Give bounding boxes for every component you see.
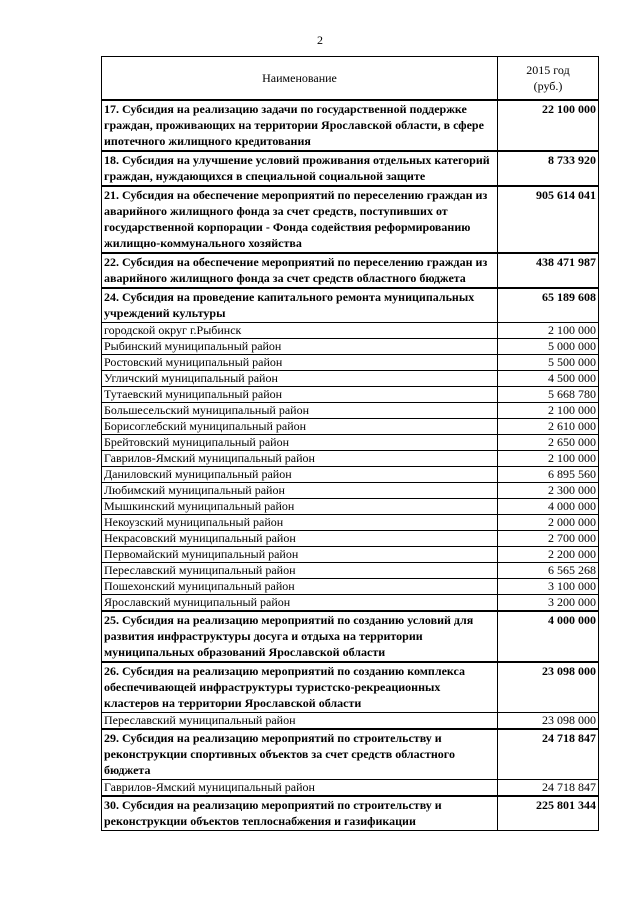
header-name: Наименование — [102, 57, 498, 101]
row-value: 2 200 000 — [498, 547, 599, 563]
row-value: 65 189 608 — [498, 288, 599, 323]
row-value: 2 300 000 — [498, 483, 599, 499]
row-name: Некоузский муниципальный район — [102, 515, 498, 531]
row-name: 30. Субсидия на реализацию мероприятий по строительству и реконструкции объектов теплоснабжения и газификации — [102, 796, 498, 831]
row-value: 905 614 041 — [498, 186, 599, 253]
page-number: 2 — [317, 33, 323, 47]
district-row — [102, 387, 599, 403]
row-name: городской округ г.Рыбинск — [102, 323, 498, 339]
row-value: 3 100 000 — [498, 579, 599, 595]
row-name: 25. Субсидия на реализацию мероприятий по созданию условий для развития инфраструктуры досуга и отдыха на территории муниципальных образований Ярославской области — [102, 611, 498, 662]
row-name: Гаврилов-Ямский муниципальный район — [102, 780, 498, 797]
row-value: 2 610 000 — [498, 419, 599, 435]
row-value: 6 565 268 — [498, 563, 599, 579]
district-row — [102, 323, 599, 339]
row-name: Первомайский муниципальный район — [102, 547, 498, 563]
row-name: Пошехонский муниципальный район — [102, 579, 498, 595]
row-value: 24 718 847 — [498, 780, 599, 797]
row-value: 6 895 560 — [498, 467, 599, 483]
header-unit-label: (руб.) — [533, 79, 563, 93]
row-value: 3 200 000 — [498, 595, 599, 612]
subsidy-table — [101, 56, 599, 831]
row-name: Некрасовский муниципальный район — [102, 531, 498, 547]
row-name: Гаврилов-Ямский муниципальный район — [102, 451, 498, 467]
district-row — [102, 451, 599, 467]
row-value: 2 100 000 — [498, 451, 599, 467]
row-name: 26. Субсидия на реализацию мероприятий по созданию комплекса обеспечивающей инфраструктуры туристско-рекреационных кластеров на территории Ярославской области — [102, 662, 498, 713]
row-name: Брейтовский муниципальный район — [102, 435, 498, 451]
subsidy-row — [102, 186, 599, 253]
row-name: Большесельский муниципальный район — [102, 403, 498, 419]
row-value: 2 100 000 — [498, 403, 599, 419]
district-row — [102, 595, 599, 612]
district-row — [102, 531, 599, 547]
row-name: Переславский муниципальный район — [102, 713, 498, 730]
row-value: 5 500 000 — [498, 355, 599, 371]
row-value: 4 000 000 — [498, 499, 599, 515]
row-name: Любимский муниципальный район — [102, 483, 498, 499]
row-name: 22. Субсидия на обеспечение мероприятий по переселению граждан из аварийного жилищного фонда за счет средств областного бюджета — [102, 253, 498, 288]
district-row — [102, 435, 599, 451]
district-row — [102, 483, 599, 499]
table-header — [102, 57, 599, 101]
row-value: 22 100 000 — [498, 100, 599, 151]
row-value: 2 100 000 — [498, 323, 599, 339]
subsidy-row — [102, 151, 599, 186]
header-year — [498, 57, 599, 101]
row-value: 438 471 987 — [498, 253, 599, 288]
subsidy-row — [102, 253, 599, 288]
district-row — [102, 547, 599, 563]
row-name: Рыбинский муниципальный район — [102, 339, 498, 355]
row-name: Переславский муниципальный район — [102, 563, 498, 579]
row-value: 5 000 000 — [498, 339, 599, 355]
district-row — [102, 515, 599, 531]
header-year-label: 2015 год — [526, 63, 570, 77]
district-row — [102, 419, 599, 435]
row-value: 2 700 000 — [498, 531, 599, 547]
row-name: Тутаевский муниципальный район — [102, 387, 498, 403]
district-row — [102, 499, 599, 515]
row-value: 23 098 000 — [498, 662, 599, 713]
district-row — [102, 579, 599, 595]
row-name: Ростовский муниципальный район — [102, 355, 498, 371]
row-name: Угличский муниципальный район — [102, 371, 498, 387]
row-name: 21. Субсидия на обеспечение мероприятий по переселению граждан из аварийного жилищного фонда за счет средств, поступивших от государственной корпорации - Фонда содействия реформированию жилищно-коммунального хозяйства — [102, 186, 498, 253]
row-value: 4 500 000 — [498, 371, 599, 387]
row-name: Мышкинский муниципальный район — [102, 499, 498, 515]
row-value: 23 098 000 — [498, 713, 599, 730]
row-name: Борисоглебский муниципальный район — [102, 419, 498, 435]
row-value: 24 718 847 — [498, 729, 599, 780]
row-name: Ярославский муниципальный район — [102, 595, 498, 612]
subsidy-row — [102, 288, 599, 323]
district-row — [102, 713, 599, 730]
district-row — [102, 780, 599, 797]
row-value: 2 650 000 — [498, 435, 599, 451]
district-row — [102, 355, 599, 371]
row-name: 17. Субсидия на реализацию задачи по государственной поддержке граждан, проживающих на территории Ярославской области, в сфере ипотечного жилищного кредитования — [102, 100, 498, 151]
district-row — [102, 467, 599, 483]
district-row — [102, 563, 599, 579]
district-row — [102, 371, 599, 387]
row-value: 5 668 780 — [498, 387, 599, 403]
row-value: 2 000 000 — [498, 515, 599, 531]
subsidy-row — [102, 611, 599, 662]
row-value: 8 733 920 — [498, 151, 599, 186]
district-row — [102, 339, 599, 355]
row-value: 4 000 000 — [498, 611, 599, 662]
subsidy-row — [102, 662, 599, 713]
row-value: 225 801 344 — [498, 796, 599, 831]
row-name: 29. Субсидия на реализацию мероприятий по строительству и реконструкции спортивных объектов за счет средств областного бюджета — [102, 729, 498, 780]
subsidy-row — [102, 796, 599, 831]
row-name: Даниловский муниципальный район — [102, 467, 498, 483]
row-name: 24. Субсидия на проведение капитального ремонта муниципальных учреждений культуры — [102, 288, 498, 323]
district-row — [102, 403, 599, 419]
subsidy-row — [102, 100, 599, 151]
row-name: 18. Субсидия на улучшение условий проживания отдельных категорий граждан, нуждающихся в специальной социальной защите — [102, 151, 498, 186]
subsidy-row — [102, 729, 599, 780]
